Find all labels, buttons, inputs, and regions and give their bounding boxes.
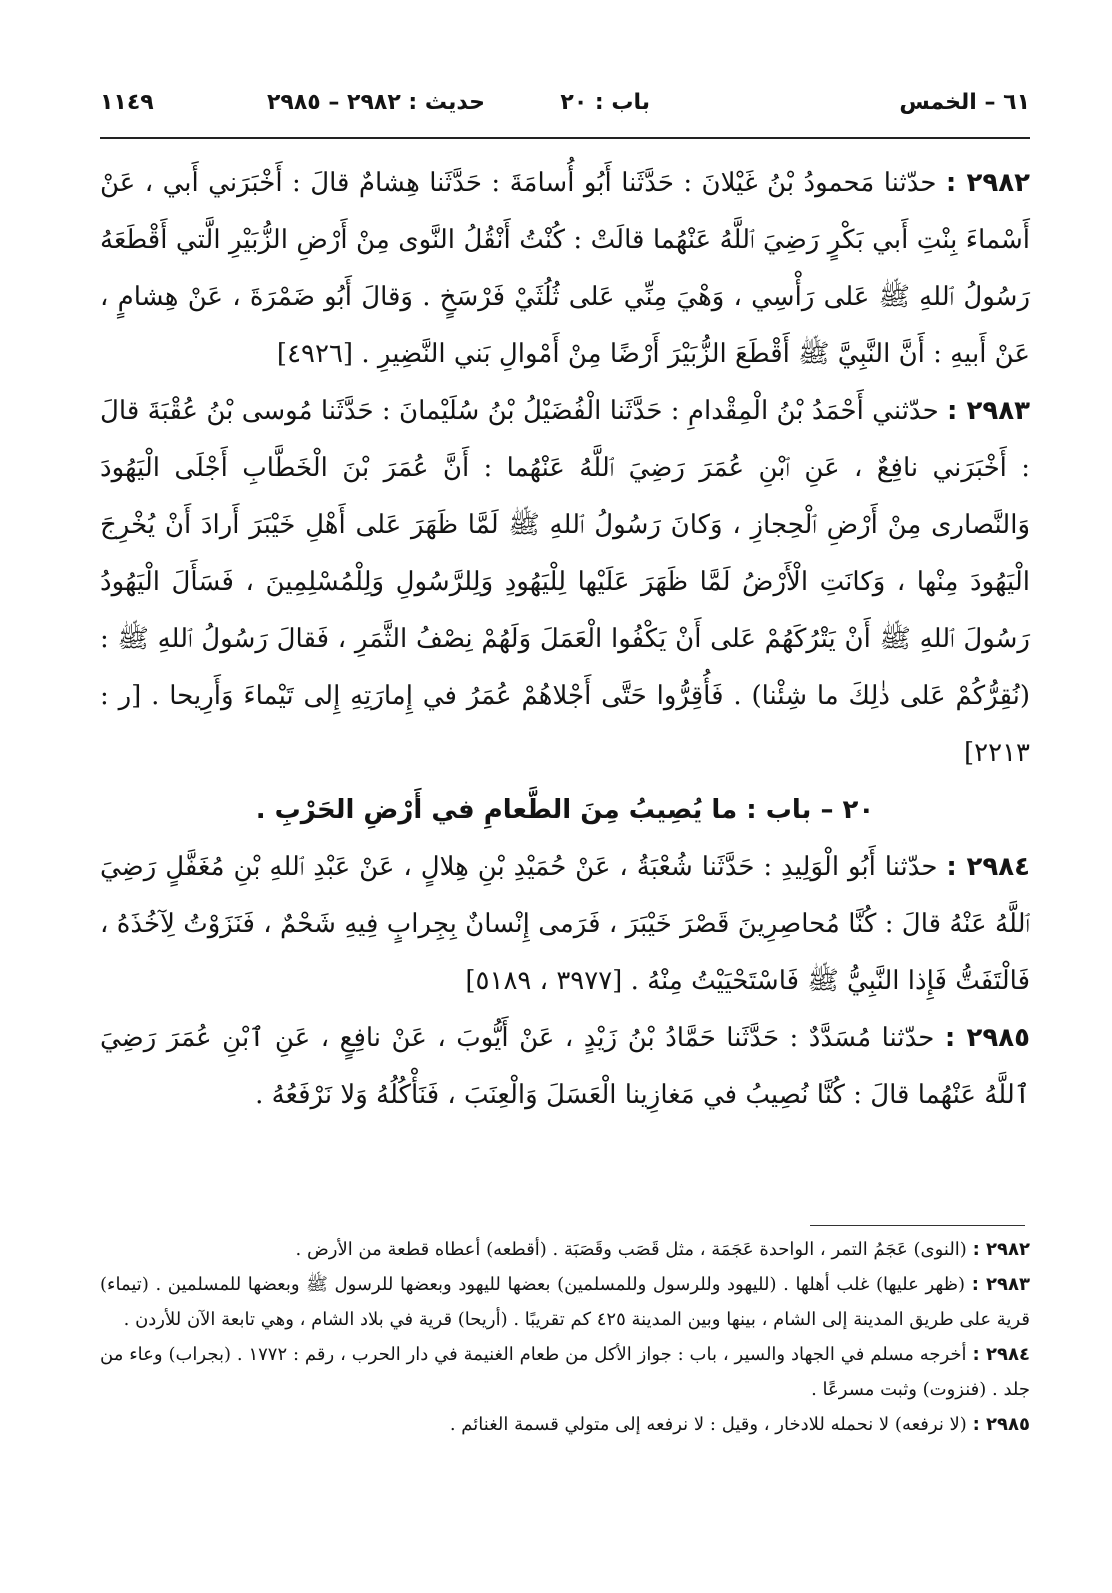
- footnote-2985: [100, 1407, 1030, 1442]
- hadith-text: حدّثنا مُسَدَّدٌ : حَدَّثَنا حَمَّادُ بْنُ زَيْدٍ ، عَنْ أَيُّوبَ ، عَنْ نافِعٍ ، عَنِ ٱبْنِ عُمَرَ رَضِيَ ٱللَّهُ عَنْهُما قالَ : كُنَّا نُصِيبُ في مَغازِينا الْعَسَلَ وَالْعِنَبَ ، فَنَأْكُلُهُ وَلا نَرْفَعُهُ .: [100, 1023, 1030, 1110]
- hadith-2985: [100, 1010, 1030, 1124]
- footnote-text: (النوى) عَجَمُ التمر ، الواحدة عَجَمَة ، مثل قَصَب وقَصَبَة . (أقطعه) أعطاه قطعة من الأرض .: [295, 1239, 967, 1260]
- footnote-number: ٢٩٨٢ :: [972, 1239, 1030, 1260]
- footnote-2983: [100, 1267, 1030, 1337]
- hadith-number: ٢٩٨٢ :: [945, 168, 1031, 198]
- hadith-number: ٢٩٨٥ :: [944, 1023, 1031, 1053]
- hadith-number: ٢٩٨٤ :: [946, 852, 1030, 882]
- footnote-number: ٢٩٨٤ :: [972, 1344, 1030, 1365]
- footnote-text: (لا نرفعه) لا نحمله للادخار ، وقيل : لا نرفعه إلى متولي قسمة الغنائم .: [449, 1414, 967, 1435]
- page-number: ١١٤٩: [100, 90, 154, 115]
- footnote-divider: [810, 1225, 1025, 1226]
- chapter-title: ٦١ – الخمس: [899, 90, 1030, 115]
- footnote-number: ٢٩٨٣ :: [971, 1274, 1030, 1295]
- hadith-2984: [100, 839, 1030, 1010]
- footnote-text: (ظهر عليها) غلب أهلها . (لليهود وللرسول وللمسلمين) بعضها لليهود وبعضها للرسول ﷺ وبعضها للمسلمين . (تيماء) قرية على طريق المدينة إلى الشام ، بينها وبين المدينة ٤٢٥ كم تقريبًا . (أريحا) قرية في بلاد الشام ، وهي تابعة الآن للأردن .: [100, 1274, 1030, 1330]
- hadith-range: حديث : ٢٩٨٢ – ٢٩٨٥: [267, 90, 485, 115]
- page-header: [100, 82, 1030, 132]
- bab-label: باب : ٢٠: [560, 90, 650, 115]
- header-divider: [100, 137, 1030, 139]
- footnote-2984: [100, 1337, 1030, 1407]
- chapter-heading: ٢٠ – باب : ما يُصِيبُ مِنَ الطَّعامِ في أَرْضِ الحَرْبِ .: [255, 795, 875, 825]
- footnotes: [100, 1232, 1030, 1442]
- hadith-number: ٢٩٨٣ :: [947, 396, 1031, 426]
- footnote-2982: [100, 1232, 1030, 1267]
- hadith-text: حدّثنا مَحمودُ بْنُ غَيْلانَ : حَدَّثَنا أَبُو أُسامَةَ : حَدَّثَنا هِشامٌ قالَ : أَخْبَرَني أَبي ، عَنْ أَسْماءَ بِنْتِ أَبي بَكْرٍ رَضِيَ ٱللَّهُ عَنْهُما قالَتْ : كُنْتُ أَنْقُلُ النَّوى مِنْ أَرْضِ الزُّبَيْرِ الَّتي أَقْطَعَهُ رَسُولُ ٱللهِ ﷺ عَلى رَأْسِي ، وَهْيَ مِنِّي عَلى ثُلُثَيْ فَرْسَخٍ . وَقالَ أَبُو ضَمْرَةَ ، عَنْ هِشامٍ ، عَنْ أَبيهِ : أَنَّ النَّبِيَّ ﷺ أَقْطَعَ الزُّبَيْرَ أَرْضًا مِنْ أَمْوالِ بَني النَّضِيرِ . [٤٩٢٦]: [100, 168, 1030, 369]
- footnote-text: أخرجه مسلم في الجهاد والسير ، باب : جواز الأكل من طعام الغنيمة في دار الحرب ، رقم : ١٧٧٢ . (بجراب) وعاء من جلد . (فنزوت) وثبت مسرعًا .: [100, 1344, 1030, 1400]
- footnote-number: ٢٩٨٥ :: [972, 1414, 1030, 1435]
- hadith-text: حدّثني أَحْمَدُ بْنُ الْمِقْدامِ : حَدَّثَنا الْفُضَيْلُ بْنُ سُلَيْمانَ : حَدَّثَنا مُوسى بْنُ عُقْبَةَ قالَ : أَخْبَرَني نافِعٌ ، عَنِ ٱبْنِ عُمَرَ رَضِيَ ٱللَّهُ عَنْهُما : أَنَّ عُمَرَ بْنَ الْخَطَّابِ أَجْلَى الْيَهُودَ وَالنَّصارى مِنْ أَرْضِ ٱلْحِجازِ ، وَكانَ رَسُولُ ٱللهِ ﷺ لَمَّا ظَهَرَ عَلى أَهْلِ خَيْبَرَ أَرادَ أَنْ يُخْرِجَ الْيَهُودَ مِنْها ، وَكانَتِ الْأَرْضُ لَمَّا ظَهَرَ عَلَيْها لِلْيَهُودِ وَلِلرَّسُولِ وَلِلْمُسْلِمِينَ ، فَسَأَلَ الْيَهُودُ رَسُولَ ٱللهِ ﷺ أَنْ يَتْرُكَهُمْ عَلى أَنْ يَكْفُوا الْعَمَلَ وَلَهُمْ نِصْفُ الثَّمَرِ ، فَقالَ رَسُولُ ٱللهِ ﷺ : (نُقِرُّكُمْ عَلى ذٰلِكَ ما شِئْنا) . فَأُقِرُّوا حَتَّى أَجْلاهُمْ عُمَرُ في إِمارَتِهِ إِلى تَيْماءَ وَأَرِيحا . [ر : ٢٢١٣]: [100, 396, 1030, 768]
- hadith-text: حدّثنا أَبُو الْوَلِيدِ : حَدَّثَنا شُعْبَةُ ، عَنْ حُمَيْدِ بْنِ هِلالٍ ، عَنْ عَبْدِ ٱللهِ بْنِ مُغَفَّلٍ رَضِيَ ٱللَّهُ عَنْهُ قالَ : كُنَّا مُحاصِرِينَ قَصْرَ خَيْبَرَ ، فَرَمى إِنْسانٌ بِجِرابٍ فِيهِ شَحْمٌ ، فَنَزَوْتُ لِآخُذَهُ ، فَالْتَفَتُّ فَإِذا النَّبِيُّ ﷺ فَاسْتَحْيَيْتُ مِنْهُ . [٣٩٧٧ ، ٥١٨٩]: [100, 852, 1030, 996]
- main-text: [100, 155, 1030, 1124]
- hadith-2982: [100, 155, 1030, 383]
- hadith-2983: [100, 383, 1030, 782]
